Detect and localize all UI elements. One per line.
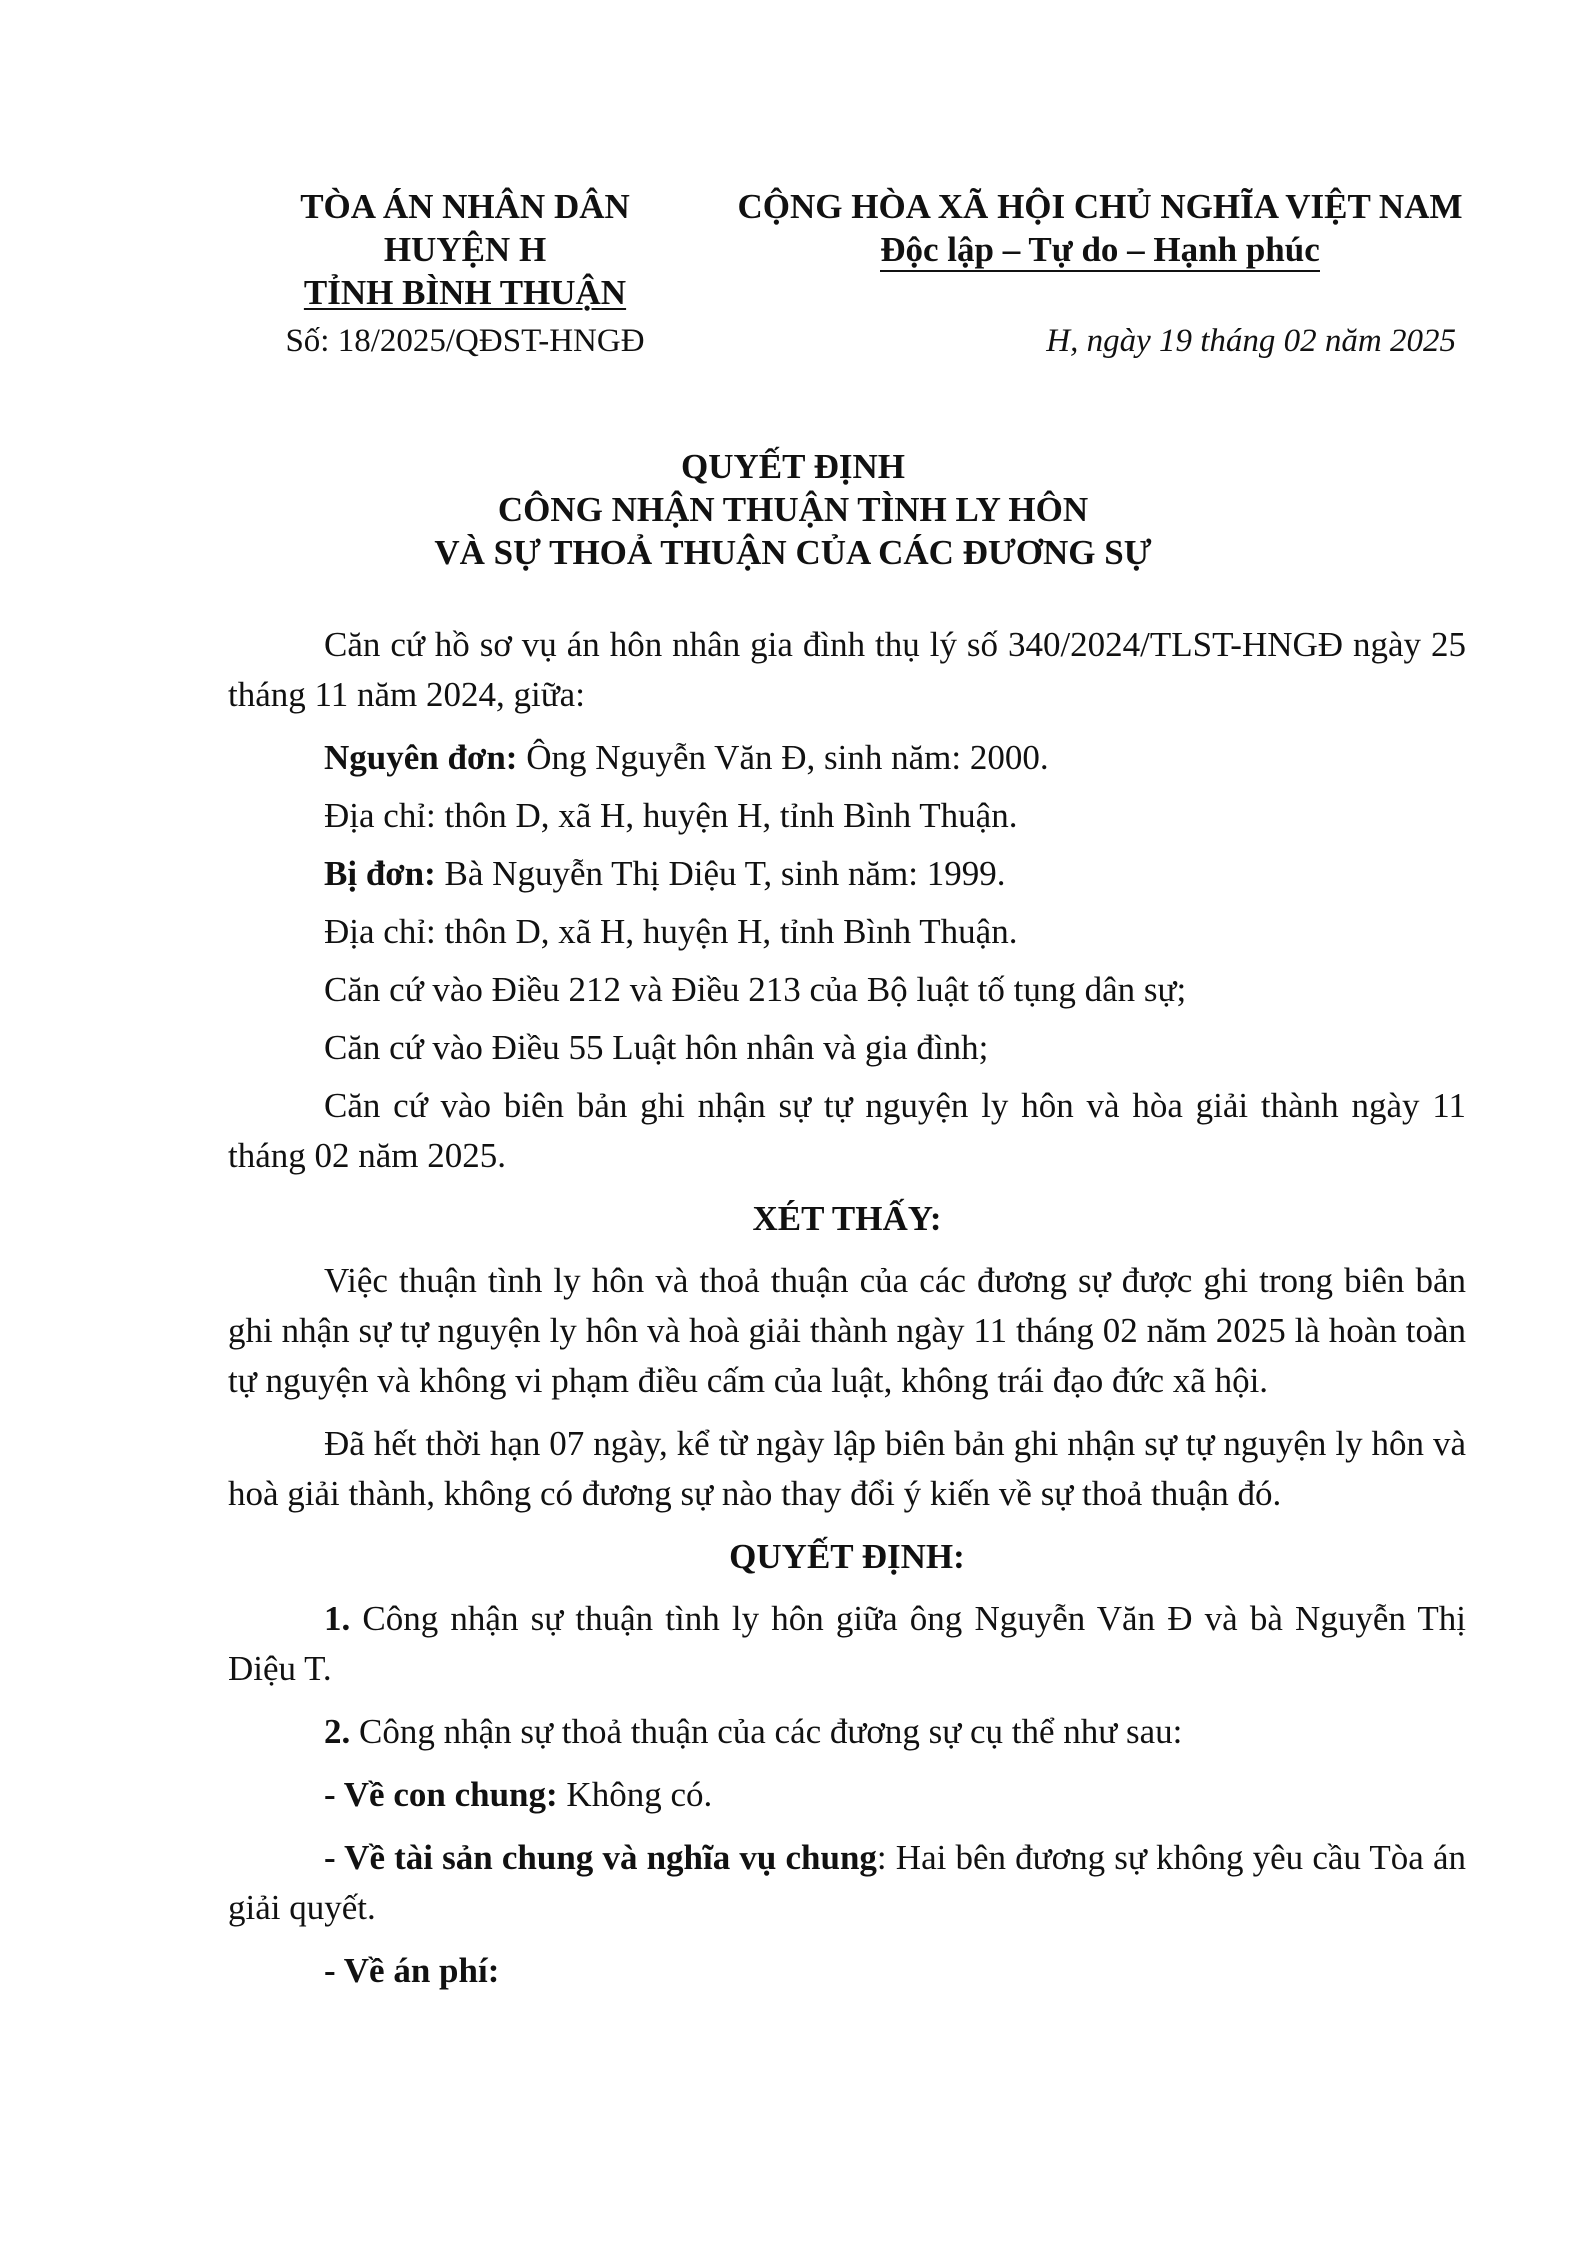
title-line1: QUYẾT ĐỊNH	[681, 447, 905, 486]
children-label: - Về con chung:	[324, 1775, 558, 1814]
children-clause	[228, 1770, 1466, 1820]
finding-paragraph-2: Đã hết thời hạn 07 ngày, kể từ ngày lập biên bản ghi nhận sự tự nguyện ly hôn và hoà giải thành, không có đương sự nào thay đổi ý kiến về sự thoả thuận đó.	[228, 1424, 1466, 1513]
title-line3: VÀ SỰ THOẢ THUẬN CỦA CÁC ĐƯƠNG SỰ	[434, 533, 1152, 572]
court-name-line2: HUYỆN H	[383, 230, 547, 269]
plaintiff-line	[228, 733, 1466, 783]
fees-label: - Về án phí:	[324, 1951, 500, 1990]
defendant-text: Bà Nguyễn Thị Diệu T, sinh năm: 1999.	[435, 854, 1006, 893]
plaintiff-text: Ông Nguyễn Văn Đ, sinh năm: 2000.	[517, 738, 1049, 777]
court-name-line1: TÒA ÁN NHÂN DÂN	[300, 187, 630, 226]
decision-item-2-text: Công nhận sự thoả thuận của các đương sự cụ thể như sau:	[350, 1712, 1183, 1751]
decision-item-1	[228, 1594, 1466, 1694]
defendant-line	[228, 849, 1466, 899]
document-body	[228, 620, 1466, 2009]
decision-item-1-number: 1.	[324, 1599, 351, 1638]
court-name-line3: TỈNH BÌNH THUẬN	[303, 273, 627, 312]
assets-clause	[228, 1833, 1466, 1933]
fees-clause	[228, 1946, 1466, 1996]
national-motto: Độc lập – Tự do – Hạnh phúc	[880, 230, 1320, 272]
findings-heading: XÉT THẤY:	[752, 1199, 942, 1238]
decision-item-2	[228, 1707, 1466, 1757]
decision-heading: QUYẾT ĐỊNH:	[729, 1537, 965, 1576]
decision-item-1-text: Công nhận sự thuận tình ly hôn giữa ông Nguyễn Văn Đ và bà Nguyễn Thị Diệu T.	[228, 1599, 1466, 1688]
assets-label: - Về tài sản chung và nghĩa vụ chung	[324, 1838, 877, 1877]
finding-paragraph-1: Việc thuận tình ly hôn và thoả thuận của các đương sự được ghi trong biên bản ghi nhận sự tự nguyện ly hôn và hoà giải thành ngày 11 tháng 02 năm 2025 là hoàn toàn tự nguyện và không vi phạm điều cấm của luật, không trái đạo đức xã hội.	[228, 1261, 1466, 1400]
case-basis-paragraph: Căn cứ hồ sơ vụ án hôn nhân gia đình thụ lý số 340/2024/TLST-HNGĐ ngày 25 tháng 11 năm 2024, giữa:	[228, 625, 1466, 714]
defendant-address: Địa chỉ: thôn D, xã H, huyện H, tỉnh Bình Thuận.	[324, 912, 1018, 951]
children-text: Không có.	[557, 1775, 713, 1814]
legal-basis-2: Căn cứ vào Điều 55 Luật hôn nhân và gia đình;	[324, 1028, 989, 1067]
legal-basis-1: Căn cứ vào Điều 212 và Điều 213 của Bộ luật tố tụng dân sự;	[324, 970, 1187, 1009]
plaintiff-address: Địa chỉ: thôn D, xã H, huyện H, tỉnh Bình Thuận.	[324, 796, 1018, 835]
legal-basis-3: Căn cứ vào biên bản ghi nhận sự tự nguyện ly hôn và hòa giải thành ngày 11 tháng 02 năm 2025.	[228, 1086, 1466, 1175]
court-header	[255, 185, 675, 314]
title-line2: CÔNG NHẬN THUẬN TÌNH LY HÔN	[497, 490, 1089, 529]
assets-text: : Hai bên đương sự không yêu cầu Tòa án giải quyết.	[228, 1838, 1466, 1927]
national-header	[720, 185, 1480, 272]
defendant-label: Bị đơn:	[324, 854, 436, 893]
decision-item-2-number: 2.	[324, 1712, 351, 1751]
document-number: Số: 18/2025/QĐST-HNGĐ	[285, 323, 645, 359]
nation-name: CỘNG HÒA XÃ HỘI CHỦ NGHĨA VIỆT NAM	[737, 187, 1463, 226]
plaintiff-label: Nguyên đơn:	[324, 738, 518, 777]
place-and-date: H, ngày 19 tháng 02 năm 2025	[1046, 323, 1456, 359]
document-title	[0, 445, 1586, 574]
